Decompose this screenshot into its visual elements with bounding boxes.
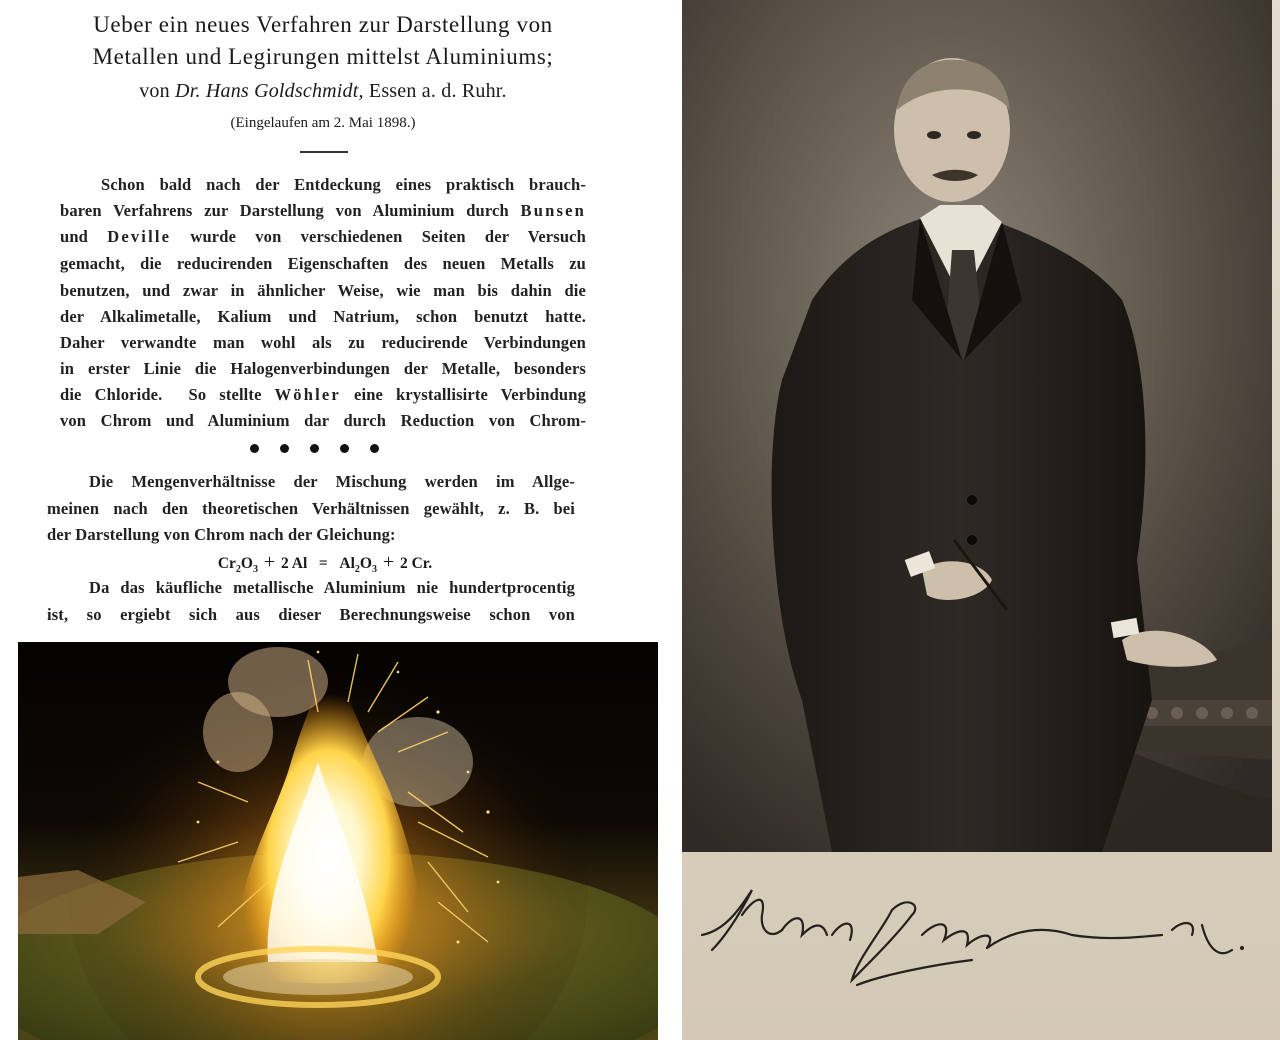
author-prefix: von: [139, 80, 170, 102]
para1-line-8: in erster Linie die Halogenverbindungen der Metalle, besonders: [60, 359, 586, 378]
para3-line-2: ist, so ergiebt sich aus dieser Berechnungsweise schon von: [47, 605, 575, 624]
para1-line-7: Daher verwandte man wohl als zu reducirende Verbindungen: [60, 333, 586, 352]
paper-received-date: (Eingelaufen am 2. Mai 1898.): [230, 115, 416, 131]
para2-line-3: der Darstellung von Chrom nach der Gleichung:: [47, 525, 396, 544]
para1-line-5: benutzen, und zwar in ähnlicher Weise, wie man bis dahin die: [60, 281, 586, 300]
chemical-equation: $Cr_2O_3 + 2$ Al = $Al_2O_3 + 2$ Cr.: [217, 551, 433, 576]
para2-line-1: Die Mengenverhältnisse der Mischung werden im Allge-: [89, 472, 575, 491]
para1-line-1: Schon bald nach der Entdeckung eines praktisch brauch-: [101, 175, 586, 194]
thermite-fire-photo: [18, 642, 658, 1040]
para1-line-2: baren Verfahrens zur Darstellung von Aluminium durch Bunsen: [60, 201, 586, 220]
para1-line-9: die Chloride. So stellte Wöhler eine krystallisirte Verbindung: [60, 385, 586, 404]
para3-line-1: Da das käufliche metallische Aluminium nie hundertprocentig: [89, 578, 575, 597]
para1-line-3: und Deville wurde von verschiedenen Seiten der Versuch: [60, 227, 586, 246]
author-name: Dr. Hans Goldschmidt,: [175, 80, 364, 102]
portrait-photo: [682, 0, 1280, 1040]
para1-line-10: von Chrom und Aluminium dar durch Reduction von Chrom-: [60, 411, 586, 430]
paper-title-line-2: Metallen und Legirungen mittelst Aluminiums;: [92, 44, 554, 69]
paper-excerpt: [0, 0, 660, 636]
author-place: Essen a. d. Ruhr.: [368, 80, 507, 102]
paper-author: [0, 80, 646, 103]
para1-line-4: gemacht, die reducirenden Eigenschaften des neuen Metalls zu: [60, 254, 586, 273]
fire-image: [18, 642, 658, 1040]
paper-title-line-1: Ueber ein neues Verfahren zur Darstellung von: [93, 12, 553, 37]
portrait-image: [682, 0, 1280, 1040]
para1-line-6: der Alkalimetalle, Kalium und Natrium, schon benutzt hatte.: [60, 307, 586, 326]
title-divider: [300, 151, 348, 153]
para2-line-2: meinen nach den theoretischen Verhältnissen gewählt, z. B. bei: [47, 499, 575, 518]
